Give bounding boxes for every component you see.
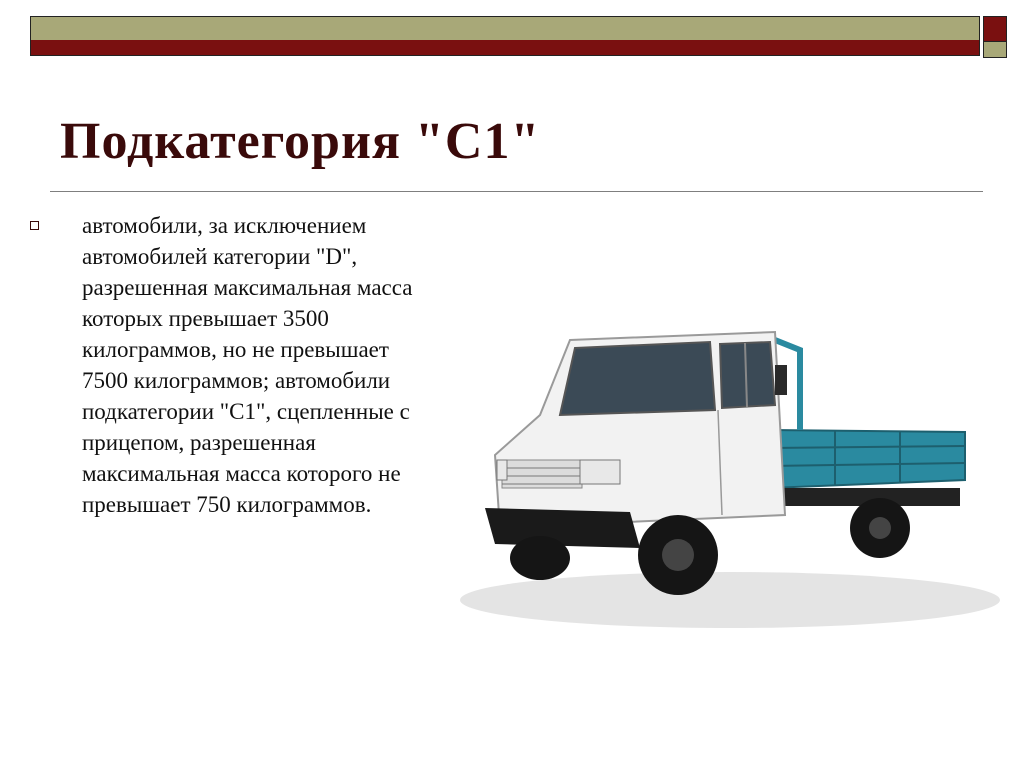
header-band-olive xyxy=(30,16,980,42)
flatbed-truck-icon xyxy=(440,320,1000,640)
slide-title: Подкатегория "С1" xyxy=(60,113,541,170)
bullet-square-icon xyxy=(30,221,39,230)
header-band-maroon xyxy=(30,40,980,56)
corner-square-maroon xyxy=(983,16,1007,42)
truck-image xyxy=(440,320,1000,640)
bullet-text: автомобили, за исключением автомобилей категории "D", разрешенная максимальная масса которых превышает 3500 килограммов, но не превышает 7500 килограммов; автомобили подкатегории "С1", сцепленные с прицепом, разрешенная максимальная масса которого не превышает 750 килограммов. xyxy=(82,213,413,517)
title-divider xyxy=(50,191,983,192)
corner-square-olive xyxy=(983,41,1007,58)
